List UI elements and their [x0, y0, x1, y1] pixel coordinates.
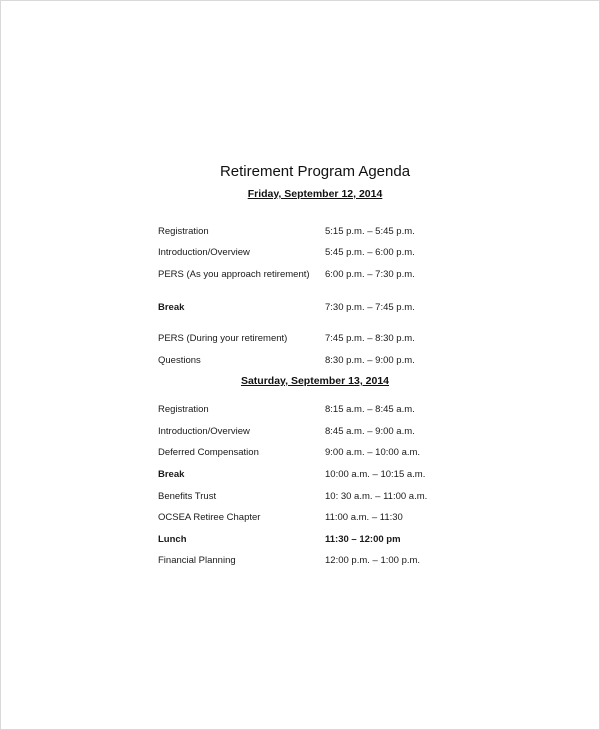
- agenda-item-label: Lunch: [158, 534, 187, 545]
- agenda-item-label: Break: [158, 469, 185, 480]
- agenda-row: [1, 403, 600, 417]
- agenda-row: [1, 225, 600, 239]
- agenda-row-break: [1, 301, 600, 315]
- agenda-row-lunch: [1, 533, 600, 547]
- agenda-item-time: 7:45 p.m. – 8:30 p.m.: [325, 333, 415, 344]
- agenda-item-label: OCSEA Retiree Chapter: [158, 512, 261, 523]
- agenda-row: [1, 511, 600, 525]
- agenda-item-label: PERS (During your retirement): [158, 333, 288, 344]
- agenda-item-label: Registration: [158, 226, 209, 237]
- agenda-item-time: 8:30 p.m. – 9:00 p.m.: [325, 355, 415, 366]
- day-heading-friday: Friday, September 12, 2014: [247, 188, 383, 200]
- day-heading-saturday: Saturday, September 13, 2014: [240, 375, 390, 387]
- agenda-item-label: Questions: [158, 355, 201, 366]
- agenda-item-time: 8:15 a.m. – 8:45 a.m.: [325, 404, 415, 415]
- agenda-item-time: 6:00 p.m. – 7:30 p.m.: [325, 269, 415, 280]
- agenda-item-time: 5:15 p.m. – 5:45 p.m.: [325, 226, 415, 237]
- agenda-item-label: PERS (As you approach retirement): [158, 269, 310, 280]
- agenda-row: [1, 332, 600, 346]
- agenda-row: [1, 354, 600, 368]
- agenda-item-time: 12:00 p.m. – 1:00 p.m.: [325, 555, 421, 566]
- agenda-row: [1, 554, 600, 568]
- agenda-item-label: Financial Planning: [158, 555, 236, 566]
- agenda-row: [1, 446, 600, 460]
- agenda-item-label: Break: [158, 302, 185, 313]
- agenda-item-time: 9:00 a.m. – 10:00 a.m.: [325, 447, 421, 458]
- agenda-title: Retirement Program Agenda: [219, 163, 411, 180]
- agenda-row-break: [1, 468, 600, 482]
- agenda-item-time: 10: 30 a.m. – 11:00 a.m.: [325, 491, 428, 502]
- agenda-item-label: Registration: [158, 404, 209, 415]
- agenda-item-time: 7:30 p.m. – 7:45 p.m.: [325, 302, 415, 313]
- agenda-item-time: 5:45 p.m. – 6:00 p.m.: [325, 247, 415, 258]
- agenda-item-time: 11:30 – 12:00 pm: [325, 534, 401, 545]
- agenda-item-time: 11:00 a.m. – 11:30: [325, 512, 403, 523]
- agenda-item-label: Deferred Compensation: [158, 447, 259, 458]
- agenda-item-time: 8:45 a.m. – 9:00 a.m.: [325, 426, 415, 437]
- agenda-row: [1, 425, 600, 439]
- agenda-row: [1, 490, 600, 504]
- agenda-item-label: Introduction/Overview: [158, 426, 250, 437]
- agenda-item-label: Introduction/Overview: [158, 247, 250, 258]
- agenda-item-label: Benefits Trust: [158, 491, 217, 502]
- agenda-row: [1, 246, 600, 260]
- agenda-row: [1, 268, 600, 282]
- agenda-item-time: 10:00 a.m. – 10:15 a.m.: [325, 469, 426, 480]
